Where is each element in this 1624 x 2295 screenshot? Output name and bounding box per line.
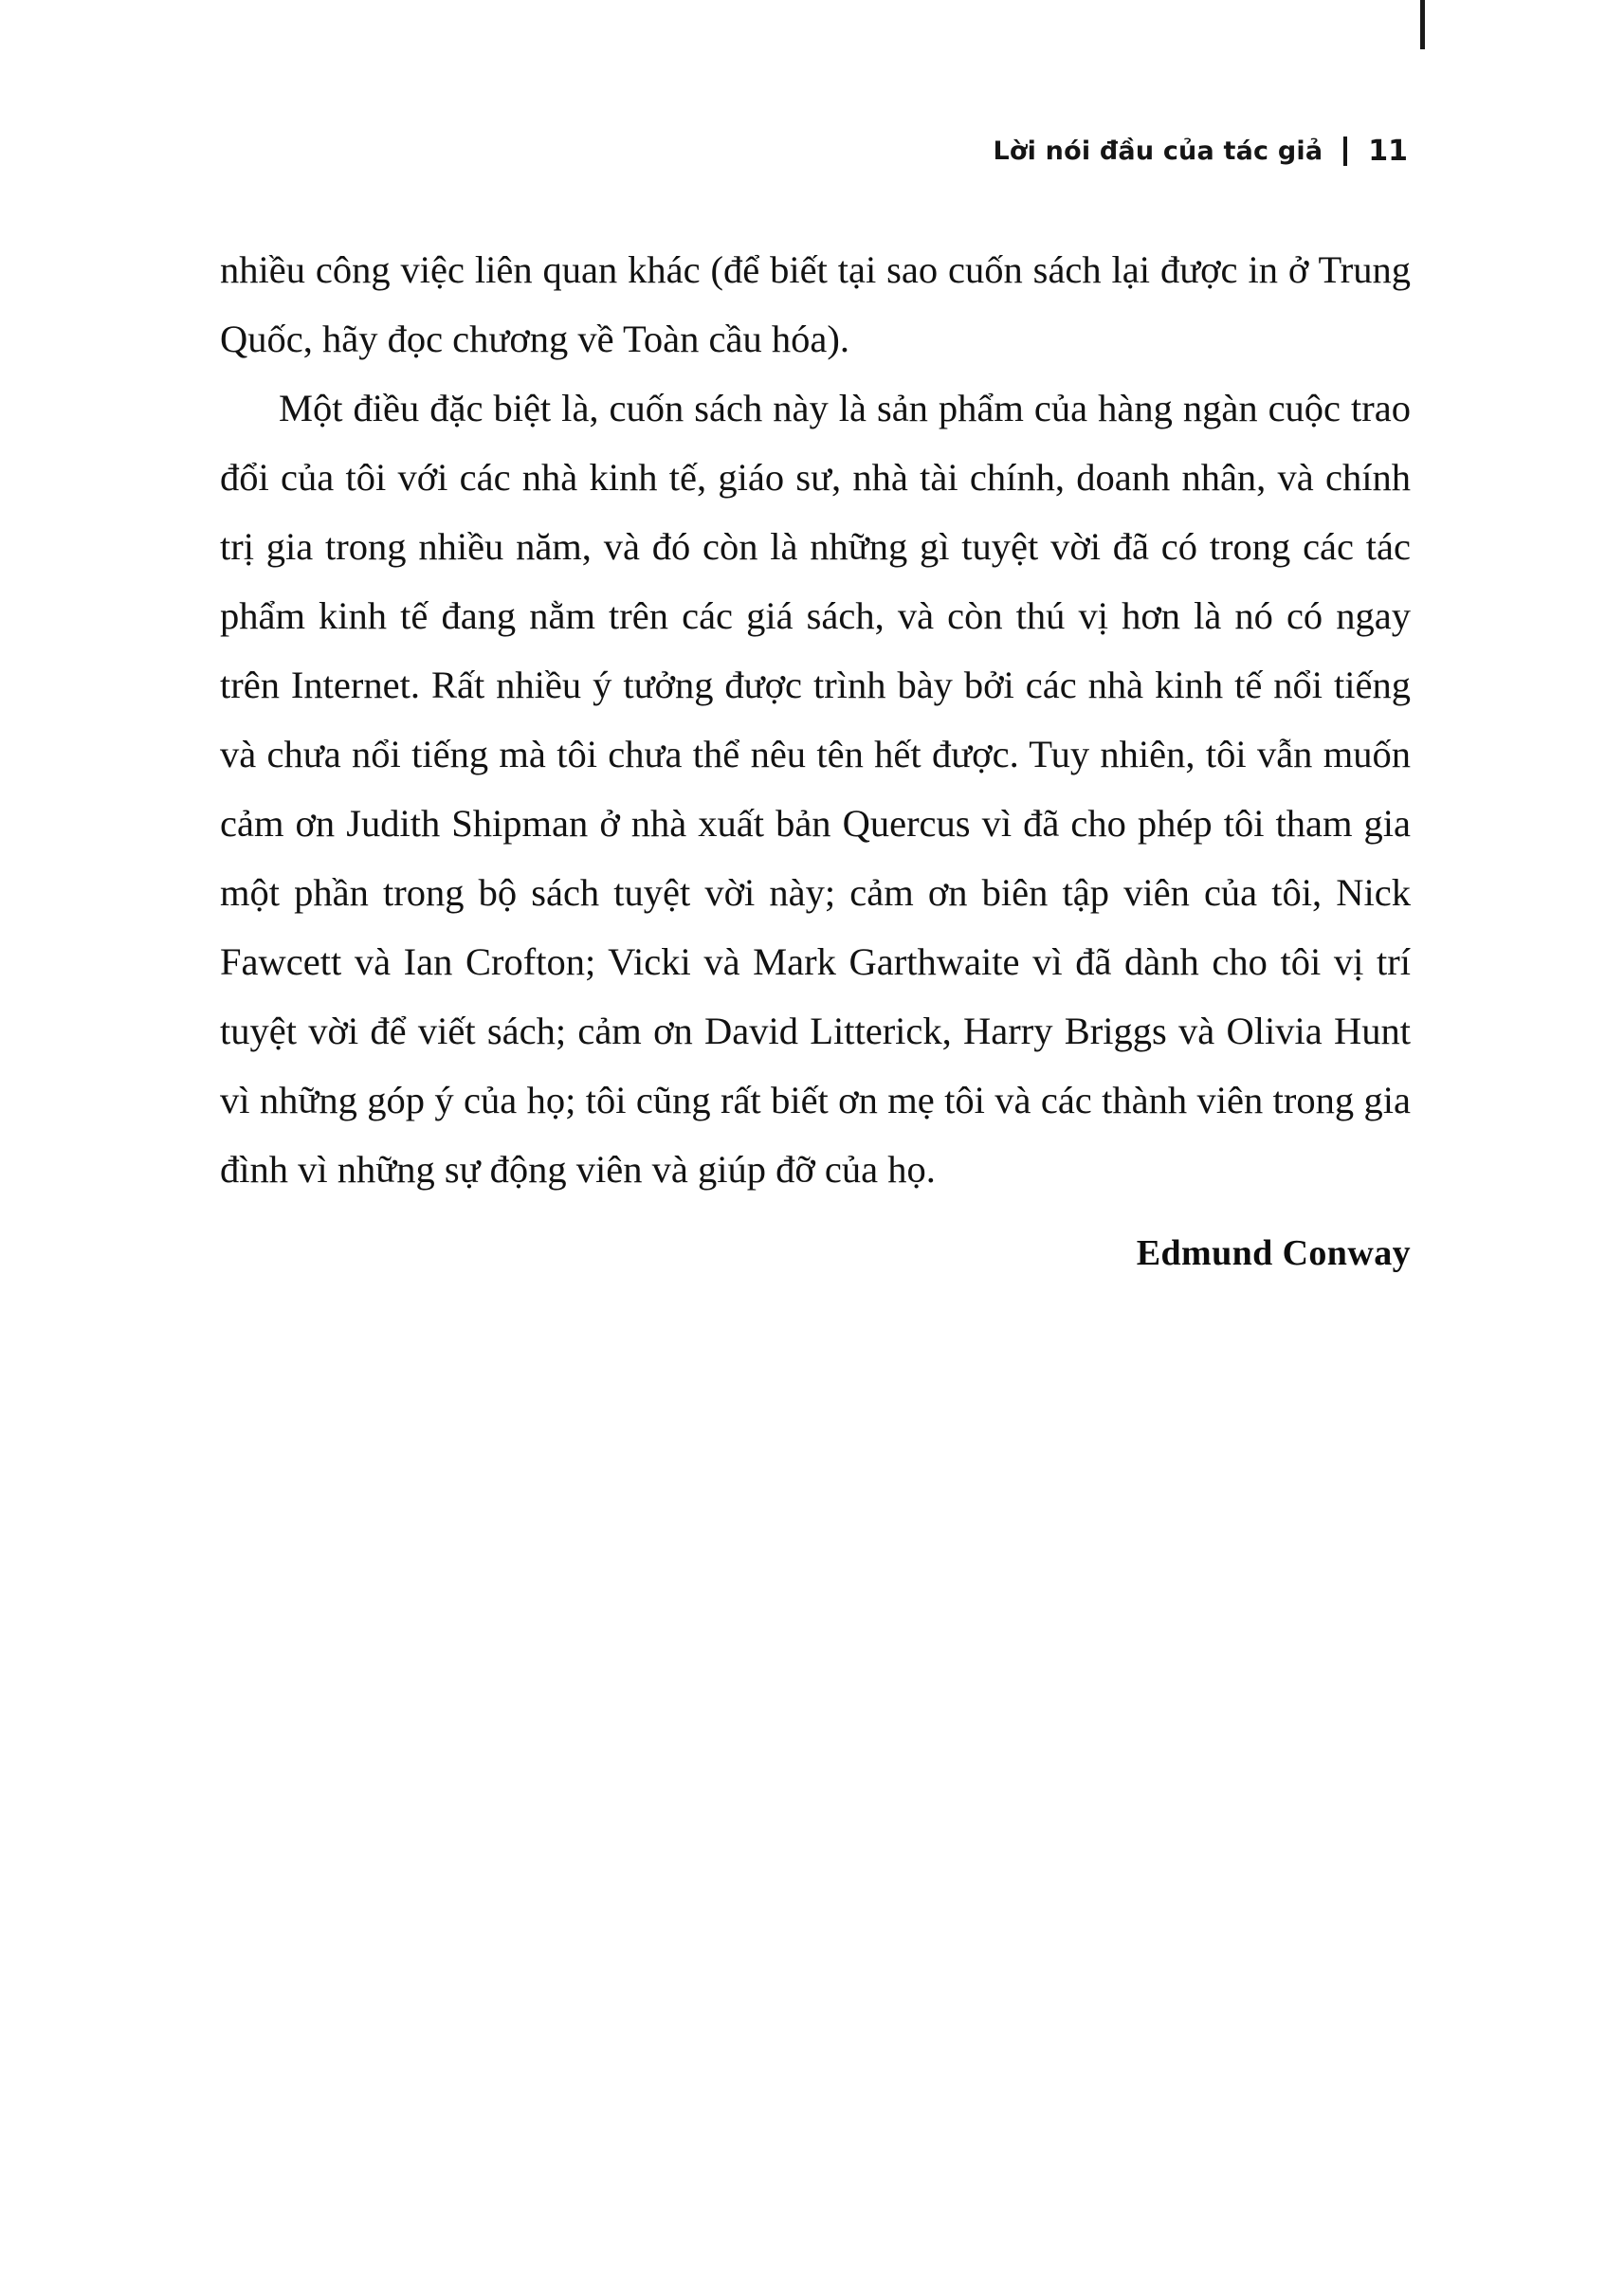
body-text	[220, 235, 1411, 1274]
page-number: 11	[1368, 135, 1408, 168]
paragraph-continuation: nhiều công việc liên quan khác (để biết tại sao cuốn sách lại được in ở Trung Quốc, hãy đọc chương về Toàn cầu hóa).	[220, 248, 1411, 360]
page-edge-rule	[1420, 0, 1425, 49]
header-divider-icon	[1343, 137, 1347, 166]
running-header	[993, 135, 1408, 168]
author-signature: Edmund Conway	[1136, 1233, 1411, 1273]
paragraph-acknowledgements: Một điều đặc biệt là, cuốn sách này là sản phẩm của hàng ngàn cuộc trao đổi của tôi với các nhà kinh tế, giáo sư, nhà tài chính, doanh nhân, và chính trị gia trong nhiều năm, và đó còn là những gì tuyệt vời đã có trong các tác phẩm kinh tế đang nằm trên các giá sách, và còn thú vị hơn là nó có ngay trên Internet. Rất nhiều ý tưởng được trình bày bởi các nhà kinh tế nổi tiếng và chưa nổi tiếng mà tôi chưa thể nêu tên hết được. Tuy nhiên, tôi vẫn muốn cảm ơn Judith Shipman ở nhà xuất bản Quercus vì đã cho phép tôi tham gia một phần trong bộ sách tuyệt vời này; cảm ơn biên tập viên của tôi, Nick Fawcett và Ian Crofton; Vicki và Mark Garthwaite vì đã dành cho tôi vị trí tuyệt vời để viết sách; cảm ơn David Litterick, Harry Briggs và Olivia Hunt vì những góp ý của họ; tôi cũng rất biết ơn mẹ tôi và các thành viên trong gia đình vì những sự động viên và giúp đỡ của họ.	[220, 387, 1411, 1191]
running-header-title: Lời nói đầu của tác giả	[993, 137, 1323, 166]
